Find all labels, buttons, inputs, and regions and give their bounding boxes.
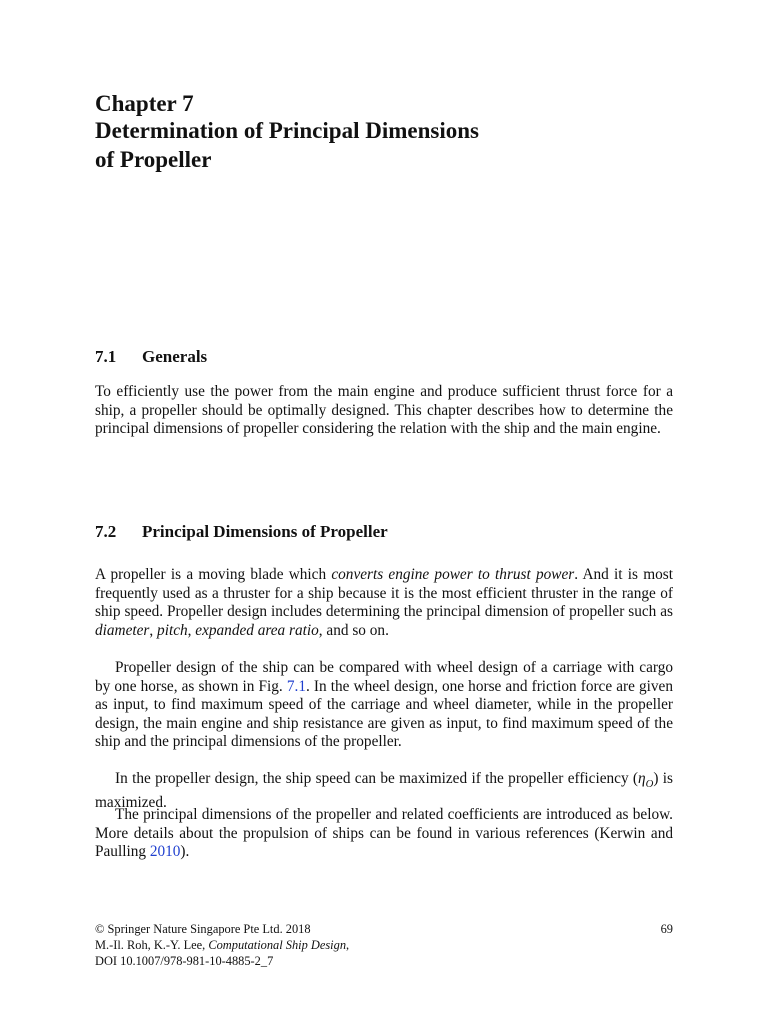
text-run: , and so on. bbox=[318, 621, 389, 639]
emphasis-text: pitch bbox=[157, 621, 188, 639]
authors-text: M.-Il. Roh, K.-Y. Lee, bbox=[95, 938, 209, 952]
chapter-label: Chapter 7 bbox=[95, 91, 194, 116]
eta-subscript: O bbox=[645, 778, 654, 791]
text-run: The principal dimensions of the propeller and related coefficients are introduced as below. More details about the propulsion of ships can be found in various references (Kerwin and Paulling bbox=[95, 806, 673, 861]
authors-suffix: , bbox=[346, 938, 350, 952]
text-run: In the propeller design, the ship speed can be maximized if the propeller efficiency ( bbox=[115, 770, 639, 787]
emphasis-text: converts engine power to thrust power bbox=[331, 566, 575, 583]
section-title: Generals bbox=[142, 347, 208, 366]
text-run: Propeller design of the ship can be compared with wheel design of a carriage with cargo by one horse, as shown in Fig. bbox=[95, 659, 673, 695]
paragraph-references bbox=[95, 806, 673, 862]
eta-symbol: η bbox=[638, 770, 646, 787]
chapter-title-line-2: of Propeller bbox=[95, 147, 212, 172]
book-title: Computational Ship Design bbox=[208, 938, 347, 952]
section-number: 7.1 bbox=[95, 347, 117, 366]
chapter-title-line-1: Determination of Principal Dimensions bbox=[95, 118, 479, 143]
text-run: . In the wheel design, one horse and friction force are given as input, to find maximum speed of the carriage and wheel diameter, while in the propeller design, the main engine and ship resistance are given as input, to find maximum speed of the ship and the principal dimensions of the propeller. bbox=[95, 677, 673, 751]
text-run: . And it is most frequently used as a thruster for a ship because it is the most efficient thruster in the range of ship speed. Propeller design includes determining the principal dimension of propeller such as bbox=[95, 566, 673, 621]
section-heading-principal-dimensions bbox=[95, 522, 685, 542]
page-number: 69 bbox=[660, 922, 673, 936]
paragraph-propeller-definition bbox=[95, 566, 673, 640]
emphasis-text: expanded area ratio bbox=[195, 621, 319, 639]
paragraph-generals: To efficiently use the power from the main engine and produce sufficient thrust force for a ship, a propeller should be optimally designed. This chapter describes how to determine the principal dimensions of propeller considering the relation with the ship and the main engine. bbox=[95, 383, 673, 438]
paragraph-wheel-comparison bbox=[95, 659, 673, 752]
text-run: ). bbox=[180, 843, 190, 861]
section-title: Principal Dimensions of Propeller bbox=[142, 522, 388, 541]
section-heading-generals bbox=[95, 347, 685, 367]
citation-link[interactable]: 2010 bbox=[149, 843, 181, 861]
copyright-line: © Springer Nature Singapore Pte Ltd. 2018 bbox=[95, 922, 311, 936]
authors-line bbox=[95, 937, 673, 953]
figure-reference-link[interactable]: 7.1 bbox=[286, 677, 306, 695]
text-run: ) is maximized. bbox=[95, 770, 673, 811]
doi-line: DOI 10.1007/978-981-10-4885-2_7 bbox=[95, 954, 274, 968]
chapter-title bbox=[95, 116, 695, 174]
emphasis-text: diameter bbox=[95, 621, 150, 639]
text-run: , bbox=[187, 621, 196, 639]
page-footer bbox=[95, 921, 673, 969]
text-run: , bbox=[149, 621, 158, 639]
text-run: A propeller is a moving blade which bbox=[95, 566, 332, 583]
section-number: 7.2 bbox=[95, 522, 117, 541]
